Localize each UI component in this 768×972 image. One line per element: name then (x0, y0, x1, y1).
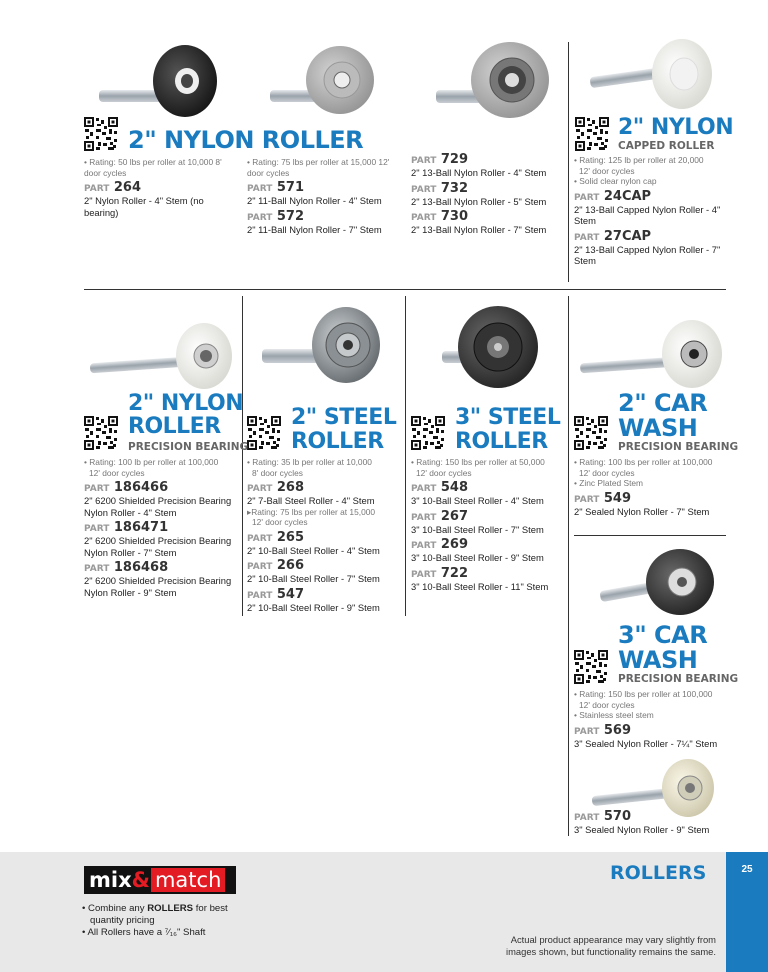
product-column-569: • Rating: 150 lbs per roller at 100,000 12' door cycles • Stainless steel stem PART 569 3" Sealed Nylon Roller - 7¼" Stem (574, 689, 726, 749)
part-description: 2" Sealed Nylon Roller - 7" Stem (574, 505, 710, 517)
part-number: PART 269 (411, 537, 468, 552)
part-description: 2" 13-Ball Capped Nylon Roller - 7" Stem (574, 243, 721, 266)
section-title-car-wash-2in: 2" CAR (618, 389, 708, 417)
rating-note: • Rating: 75 lbs per roller at 15,000 12' door cycles (247, 157, 390, 178)
roller-186466-image (88, 320, 236, 392)
part-number: PART 186466 (84, 480, 169, 495)
product-column-729 (411, 150, 566, 236)
qr-code-icon[interactable] (247, 416, 281, 450)
part-description: 2" 10-Ball Steel Roller - 9" Stem (247, 601, 380, 613)
part-description: 3" 10-Ball Steel Roller - 11" Stem (411, 580, 549, 592)
product-column-548: • Rating: 150 lbs per roller at 50,000 12' door cycles PART 548 3" 10-Ball Steel Roller - 4" Stem PART 267 3" 10-Ball Steel Roller - 7" Stem PART 269 3" 10-Ball Steel Roller - 9" Stem PART 722 3" 10-Ball Steel Roller - 11" Stem (411, 457, 567, 592)
part-number: PART 547 (247, 586, 304, 602)
section-title-precision-roller: 2" NYLON (128, 391, 244, 416)
product-column-268: • Rating: 35 lb per roller at 10,000 8' door cycles PART 268 2" 7-Ball Steel Roller - 4" Stem ▸Rating: 75 lbs per roller at 15,000 12' door cycles PART 265 2" 10-Ball Steel Roller - 4" Stem PART 266 2" 10-Ball Steel Roller - 7" Stem PART 547 2" 10-Ball Steel Roller - 9" Stem (247, 457, 403, 613)
roller-729-image (434, 42, 554, 122)
part-description: 2" 13-Ball Nylon Roller - 7" Stem (411, 224, 547, 235)
product-column-264 (84, 157, 234, 218)
section-title-car-wash-3in-line2: WASH (618, 646, 698, 674)
part-description: 2" 13-Ball Capped Nylon Roller - 4" Stem (574, 203, 721, 226)
roller-569-image (598, 548, 720, 618)
part-description: 2" 10-Ball Steel Roller - 4" Stem (247, 544, 380, 556)
part-description: 2" 13-Ball Nylon Roller - 4" Stem (411, 167, 547, 178)
roller-268-image (260, 305, 385, 385)
product-column-24cap: • Rating: 125 lb per roller at 20,000 12' door cycles • Solid clear nylon cap PART 24CAP 2" 13-Ball Capped Nylon Roller - 4" Stem PART 27CAP 2" 13-Ball Capped Nylon Roller - 7" Stem (574, 155, 726, 267)
part-number: PART 265 (247, 529, 304, 545)
divider (242, 296, 243, 616)
part-number: PART 571 (247, 180, 304, 195)
roller-548-image (440, 305, 540, 390)
divider (405, 296, 406, 616)
part-number: PART 267 (411, 508, 468, 524)
section-title-steel-roller-3in-line2: ROLLER (455, 429, 548, 454)
qr-code-icon[interactable] (84, 416, 118, 450)
part-description: 2" 6200 Shielded Precision Bearing Nylon Roller - 4" Stem (84, 495, 232, 518)
product-column-186466: • Rating: 100 lb per roller at 100,000 12' door cycles PART 186466 2" 6200 Shielded Precision Bearing Nylon Roller - 4" Stem PART 186471 2" 6200 Shielded Precision Bearing Nylon Roller - 7" Stem PART 186468 2" 6200 Shielded Precision Bearing Nylon Roller - 9" Stem (84, 457, 238, 598)
category-heading: ROLLERS (610, 862, 707, 884)
divider (84, 289, 726, 290)
part-number: PART 732 (411, 180, 468, 196)
section-title-steel-roller-3in: 3" STEEL (455, 405, 561, 430)
roller-571-image (268, 42, 380, 120)
section-subtitle: CAPPED ROLLER (618, 140, 715, 152)
mix-and-match-logo: mix & match (84, 866, 236, 894)
page-number: 25 (741, 864, 753, 875)
part-description: 2" 6200 Shielded Precision Bearing Nylon Roller - 7" Stem (84, 535, 232, 558)
section-title-steel-roller-2in-line2: ROLLER (291, 429, 384, 454)
part-number: PART 268 (247, 480, 304, 495)
part-number: PART 729 (411, 152, 468, 167)
part-description: 3" Sealed Nylon Roller - 9" Stem (574, 824, 710, 835)
part-number: PART 572 (247, 208, 304, 224)
part-description: 2" 7-Ball Steel Roller - 4" Stem (247, 495, 375, 506)
roller-549-image (578, 318, 726, 390)
part-number: PART 24CAP (574, 188, 652, 204)
rating-note: • Rating: 50 lbs per roller at 10,000 8' door cycles (84, 157, 222, 178)
section-title-capped-roller: 2" NYLON (618, 115, 734, 140)
section-subtitle: PRECISION BEARING (128, 441, 249, 453)
divider (568, 296, 569, 836)
qr-code-icon[interactable] (84, 117, 118, 151)
part-number: PART 264 (84, 180, 141, 195)
footer-notes: • Combine any ROLLERS for best quantity pricing • All Rollers have a ⁷⁄₁₆" Shaft (82, 903, 228, 938)
qr-code-icon[interactable] (574, 650, 608, 684)
divider (574, 535, 726, 536)
part-description: 2" 13-Ball Nylon Roller - 5" Stem (411, 195, 547, 207)
part-description: 3" 10-Ball Steel Roller - 9" Stem (411, 552, 544, 563)
page-tab (726, 852, 768, 972)
part-description: 2" 10-Ball Steel Roller - 7" Stem (247, 573, 380, 584)
part-description: 3" 10-Ball Steel Roller - 4" Stem (411, 495, 544, 506)
part-number: PART 549 (574, 490, 631, 506)
qr-code-icon[interactable] (574, 416, 608, 450)
part-number: PART 186468 (84, 560, 169, 575)
section-subtitle: PRECISION BEARING (618, 673, 739, 685)
part-number: PART 27CAP (574, 228, 652, 244)
roller-264-image (95, 42, 225, 120)
section-title-nylon-roller: 2" NYLON ROLLER (128, 126, 364, 154)
part-number: PART 730 (411, 209, 468, 224)
part-description: 2" 11-Ball Nylon Roller - 4" Stem (247, 195, 382, 206)
section-title-precision-roller-line2: ROLLER (128, 414, 221, 439)
part-number: PART 548 (411, 480, 468, 495)
part-number: PART 569 (574, 722, 631, 738)
disclaimer: Actual product appearance may vary slightly from images shown, but functionality remains the same. (506, 934, 716, 957)
roller-24cap-image (588, 38, 718, 114)
section-subtitle: PRECISION BEARING (618, 441, 739, 453)
product-column-571 (247, 157, 399, 235)
section-title-car-wash-3in: 3" CAR (618, 621, 708, 649)
part-number: PART 722 (411, 565, 468, 581)
qr-code-icon[interactable] (575, 117, 609, 151)
part-description: 3" Sealed Nylon Roller - 7¼" Stem (574, 737, 718, 749)
section-title-steel-roller-2in: 2" STEEL (291, 405, 397, 430)
section-title-car-wash-2in-line2: WASH (618, 414, 698, 442)
divider (568, 42, 569, 282)
product-column-549: • Rating: 100 lbs per roller at 100,000 12' door cycles • Zinc Plated Stem PART 549 2" Sealed Nylon Roller - 7" Stem (574, 457, 726, 517)
qr-code-icon[interactable] (411, 416, 445, 450)
part-description: 2" 11-Ball Nylon Roller - 7" Stem (247, 223, 382, 235)
part-number: PART 570 (574, 809, 631, 824)
part-number: PART 186471 (84, 520, 169, 535)
part-description: 2" 6200 Shielded Precision Bearing Nylon Roller - 9" Stem (84, 575, 232, 598)
part-description: 3" 10-Ball Steel Roller - 7" Stem (411, 523, 544, 535)
part-description: 2" Nylon Roller - 4" Stem (no bearing) (84, 195, 204, 218)
part-number: PART 266 (247, 558, 304, 573)
product-column-570 (574, 807, 726, 836)
